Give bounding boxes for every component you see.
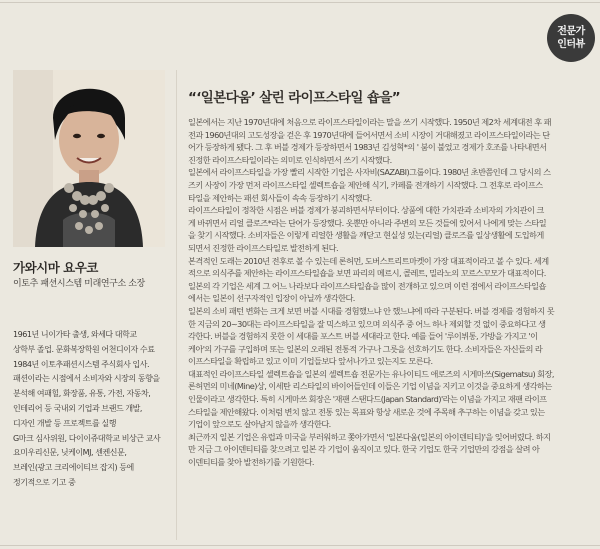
article-line: 진정한 라이프스타일이라는 의미로 인식하면서 쓰기 시작했다. xyxy=(188,154,392,165)
top-divider xyxy=(0,2,600,3)
column-divider xyxy=(176,70,177,540)
article-line: 게 바뀌면서 리얼 클로즈*라는 단어가 등장했다. 옷뿐만 아니라 주변의 모든 것들에 있어서 나에게 맞는 스타일 xyxy=(188,217,547,228)
article-line: 이프스타일을 확립하고 있고 이미 기업들보다 앞서나가고 있는지도 모른다. xyxy=(188,356,433,367)
article-line: 인물이라고 생각한다. 특히 시게마쓰 회장은 '재팬 스탠다드(Japan Standard)'라는 이념을 가지고 재팬 라이프 xyxy=(188,394,547,405)
article-line: 되면서 진정한 라이프스타일로 발전하게 된다. xyxy=(188,242,339,253)
article-line: 일본의 소비 패턴 변화는 크게 보면 버블 시대를 경험했느냐 안 했느냐에 따라 구분된다. 버블 경제를 경험하지 못 xyxy=(188,305,555,316)
article-line: 라이프스타일이 정착한 시점은 버블 경제가 붕괴하면서부터이다. 상품에 대한 가치관과 소비자의 가치관이 크 xyxy=(188,205,544,216)
bio-line: 상학부 졸업. 문화복장학원 어천디이자 수료 xyxy=(13,344,155,354)
article-line: 론허먼의 미네(Mine)상, 이세탄 리스타일의 바이어들인데 이들은 기업 이념을 지키고 이것을 중요하게 생각하는 xyxy=(188,381,552,392)
bio-line: G마크 심사위원, 다이이쥬대학교 비상근 교사 xyxy=(13,433,161,443)
article-headline: “‘일본다움’ 살린 라이프스타일 숍을” xyxy=(188,90,401,106)
interviewee-name: 가와시마 요우코 xyxy=(13,260,98,275)
article-line: 한 지금의 20~30대는 라이프스타일을 잘 믹스하고 있으며 의식주 중 어느 하나 제외할 것 없이 중요하다고 생 xyxy=(188,318,546,329)
article-line: 어가 등장하게 됐다. 그 후 버블 경제가 등장하면서 1983년 김성혁*의 ' 붐이 불었고 경제가 호조를 나타내면서 xyxy=(188,142,547,153)
bio-line: 디자인 개발 등 프로젝트를 실행 xyxy=(13,418,116,428)
badge-line-1: 전문가 xyxy=(557,26,585,37)
bio-line: 분석해 여패힐, 화장품, 유통, 가전, 자동차, xyxy=(13,389,151,399)
article-line: 일본에서 라이프스타일을 가장 빨리 시작한 기업은 사자비(SAZABI)그룹이다. 1980년 초반쯤인데 그 당시의 스 xyxy=(188,167,551,178)
article-line: 이덴티티를 찾아 발전하기를 기원한다. xyxy=(188,457,314,468)
profile-bio xyxy=(13,328,173,491)
article-line: 일본의 각 기업은 세계 그 어느 나라보다 라이프스타일숍을 많이 전개하고 있으며 이런 점에서 라이프스타일숍 xyxy=(188,280,546,291)
portrait-photo xyxy=(13,70,165,247)
article-line: 본격적인 도래는 2010년 전후로 볼 수 있는데 론허먼, 도버스트리트마켓이 가장 대표적이라고 볼 수 있다. 세계 xyxy=(188,255,549,266)
article-line: 일본에서는 지난 1970년대에 처음으로 라이프스타일이라는 말을 쓰기 시작했다. 1950년 제2차 세계대전 후 패 xyxy=(188,117,551,127)
article-body xyxy=(188,116,592,469)
article-line: 을 찾기 시작했다. 소비자들은 이렇게 리얼한 생활을 깨닫고 현실성 있는(리얼) 클로즈를 일상생활에 도입하게 xyxy=(188,230,544,241)
article-line: 타일을 제안하는 패션 회사들이 속속 등장하기 시작했다. xyxy=(188,192,372,203)
portrait-illustration xyxy=(13,70,165,247)
bio-line: 1984년 이토추패션시스템 주식회사 입사. xyxy=(13,359,150,369)
article-line: 스타일을 제안해왔다. 이처럼 변치 않고 전통 있는 목표와 항상 새로운 것에 주목해 추구하는 이념을 갖고 있는 xyxy=(188,406,545,417)
bio-line: 브레인(광고 크리에이티브 잡지) 등에 xyxy=(13,463,134,473)
expert-interview-badge xyxy=(547,14,595,62)
article-line: 즈키 사장이 가장 먼저 라이프스타일 셀렉트숍을 제안해 식기, 카페를 전개하기 시작했다. 그 전후로 라이프스 xyxy=(188,179,543,190)
bio-line: 인테리어 등 국내외 기업과 브랜드 개발, xyxy=(13,403,143,413)
bio-line: 패션이라는 시점에서 소비자와 시장의 동향을 xyxy=(13,374,160,384)
bio-line: 정기적으로 기고 중 xyxy=(13,477,76,487)
article-line: 케아'의 가구를 구입하며 또는 일본의 오래된 전통적 가구나 그릇을 선호하기도 한다. 소비자들은 자신들의 라 xyxy=(188,343,543,354)
article-line: 대표적인 라이프스타일 셀렉트숍을 일본의 셀렉트숍 전문가는 유나이티드 애로즈의 시게마쓰(Sigematsu) 회장, xyxy=(188,368,554,379)
bottom-divider xyxy=(0,545,600,546)
article-line: 에서는 일본이 선구자적인 입장이 아닐까 생각한다. xyxy=(188,293,355,304)
article-line: 만 지금 그 아이덴티티를 찾으려고 일본 각 기업이 움직이고 있다. 한국 기업도 한국 기업만의 강점을 살려 아 xyxy=(188,444,540,455)
article-line: 적으로 의식주를 제안하는 라이프스타일숍을 보면 파리의 메르시, 콜레트, 밀라노의 꼬르스꼬모가 대표적이다. xyxy=(188,268,546,279)
bio-line: 1961년 니이가타 출생, 와세다 대학교 xyxy=(13,330,137,339)
article-line: 각한다. 버블을 경험하지 못한 이 세대를 포스트 버블 세대라고 한다. 예를 들어 '루이뷔통, 가방을 가지고 '이 xyxy=(188,331,538,342)
article-line: 전과 1960년대의 고도성장을 걷은 후 1970년대에 들어서면서 소비 시장이 거대해졌고 라이프스타일이라는 단 xyxy=(188,129,550,140)
article-line: 기업이 앞으로도 살아남지 않을까 생각한다. xyxy=(188,419,331,430)
badge-line-2: 인터뷰 xyxy=(557,39,585,50)
bio-line: 요미우리신문, 닛케이MJ, 센켄신문, xyxy=(13,448,127,458)
interviewee-title: 이토추 패션시스템 미래연구소 소장 xyxy=(13,279,145,289)
article-line: 최근까지 일본 기업은 유럽과 미국을 부러워하고 쫓아가면서 '일본다움(일본의 아이덴티티)'을 잊어버렸다. 하지 xyxy=(188,431,551,442)
